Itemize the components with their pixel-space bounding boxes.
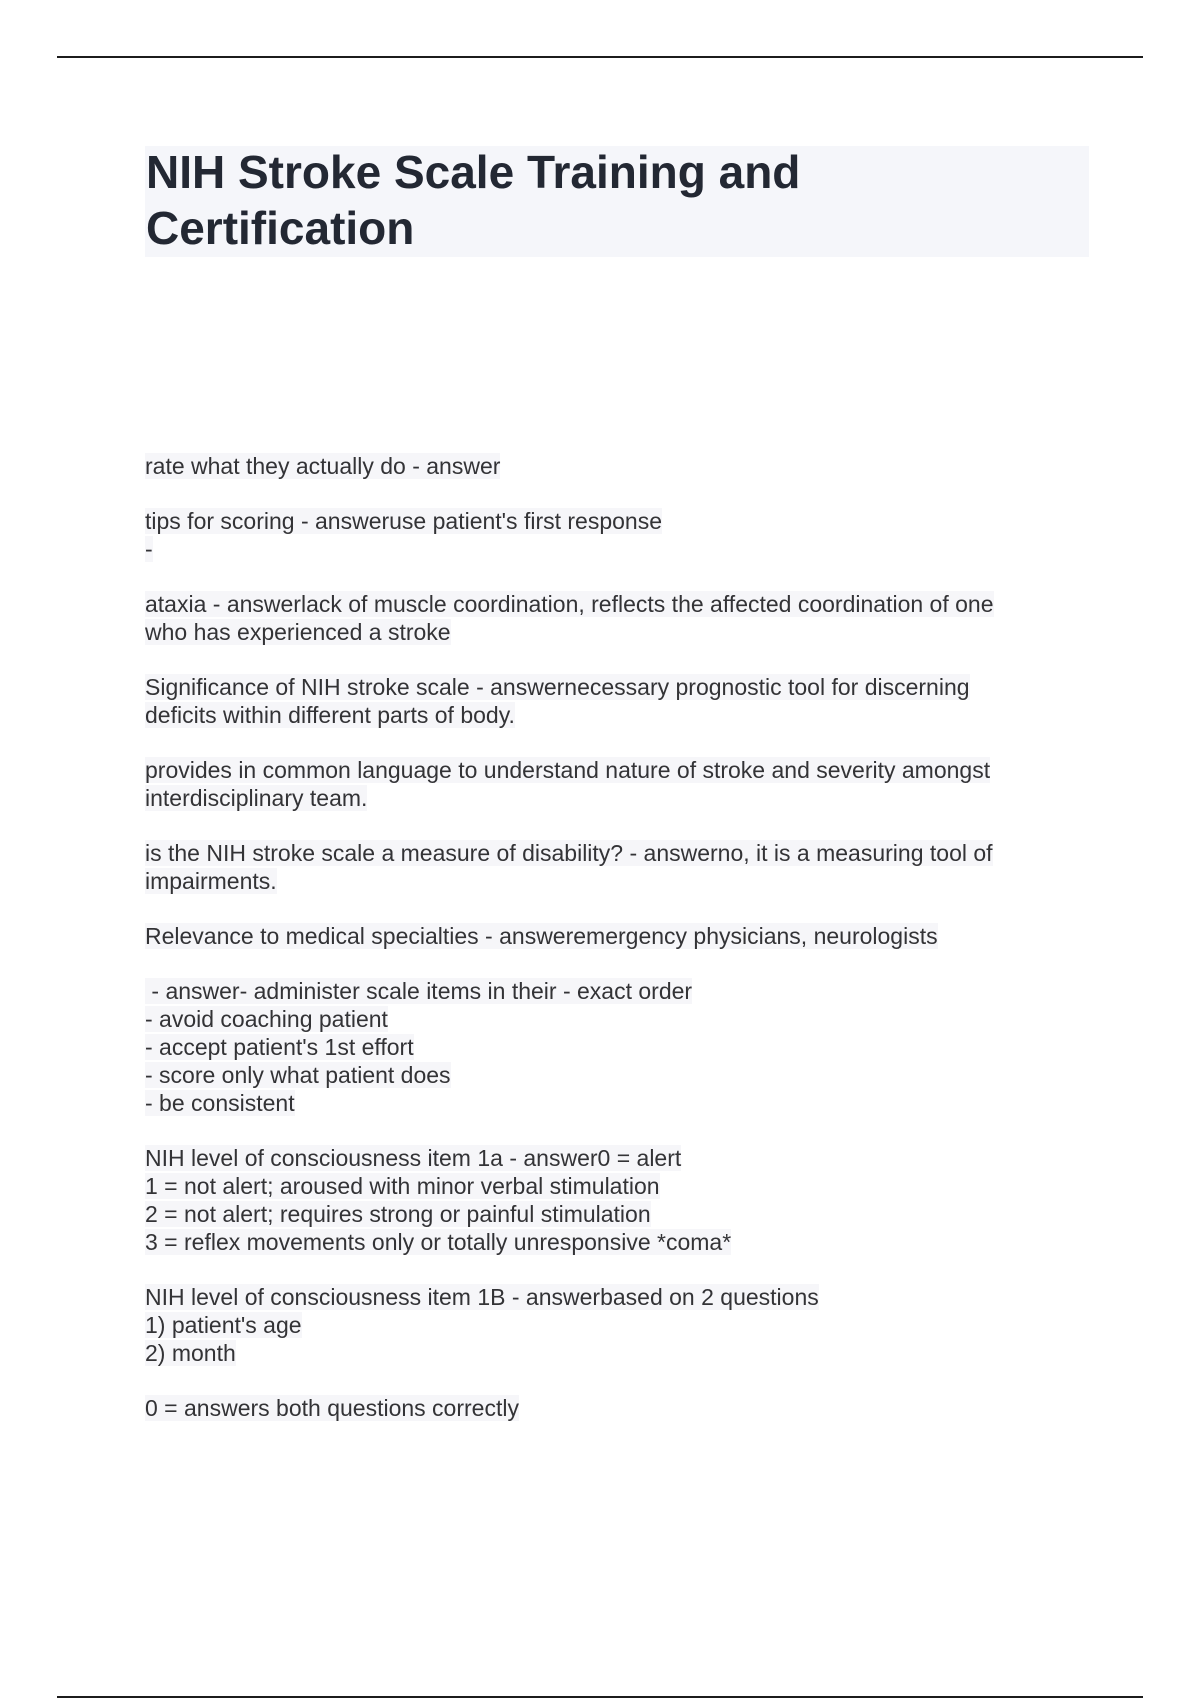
entry-line: NIH level of consciousness item 1a - answer0 = alert [145,1145,682,1171]
entry-line: Significance of NIH stroke scale - answernecessary prognostic tool for discerning [145,674,970,700]
flashcard-entry [145,922,1075,950]
flashcard-entry [145,507,1075,563]
entry-line: deficits within different parts of body. [145,702,515,728]
entry-line: who has experienced a stroke [145,619,451,645]
top-divider [57,56,1143,58]
entry-line: - avoid coaching patient [145,1006,388,1032]
entry-line: 3 = reflex movements only or totally unresponsive *coma* [145,1229,732,1255]
title-banner [145,146,1089,257]
flashcard-entry [145,1394,1075,1422]
entry-line: provides in common language to understand nature of stroke and severity amongst [145,757,991,783]
entry-line: is the NIH stroke scale a measure of disability? - answerno, it is a measuring tool of [145,840,993,866]
flashcard-entry [145,673,1075,729]
page-title [145,144,1089,256]
entry-line: 1 = not alert; aroused with minor verbal stimulation [145,1173,660,1199]
entry-line: 1) patient's age [145,1312,302,1338]
entry-line: 0 = answers both questions correctly [145,1395,519,1421]
entry-line: - score only what patient does [145,1062,451,1088]
entry-line: rate what they actually do - answer [145,453,501,479]
bottom-divider [57,1696,1143,1698]
flashcard-list [145,452,1075,1449]
entry-line: - answer- administer scale items in their - exact order [145,978,693,1004]
entry-line: 2 = not alert; requires strong or painful stimulation [145,1201,651,1227]
flashcard-entry [145,590,1075,646]
entry-line: NIH level of consciousness item 1B - answerbased on 2 questions [145,1284,819,1310]
flashcard-entry [145,977,1075,1117]
flashcard-entry [145,1283,1075,1367]
flashcard-entry [145,839,1075,895]
flashcard-entry [145,756,1075,812]
entry-line: tips for scoring - answeruse patient's first response [145,508,663,534]
entry-line: 2) month [145,1340,236,1366]
entry-line: interdisciplinary team. [145,785,368,811]
entry-line: impairments. [145,868,277,894]
entry-line: Relevance to medical specialties - answeremergency physicians, neurologists [145,923,938,949]
flashcard-entry [145,1144,1075,1256]
flashcard-entry [145,452,1075,480]
page-title-line-2: Certification [146,202,415,254]
entry-line: - be consistent [145,1090,295,1116]
entry-line: - accept patient's 1st effort [145,1034,414,1060]
page-title-line-1: NIH Stroke Scale Training and [146,146,801,198]
entry-line: ataxia - answerlack of muscle coordination, reflects the affected coordination of one [145,591,994,617]
entry-line: - [145,536,153,562]
